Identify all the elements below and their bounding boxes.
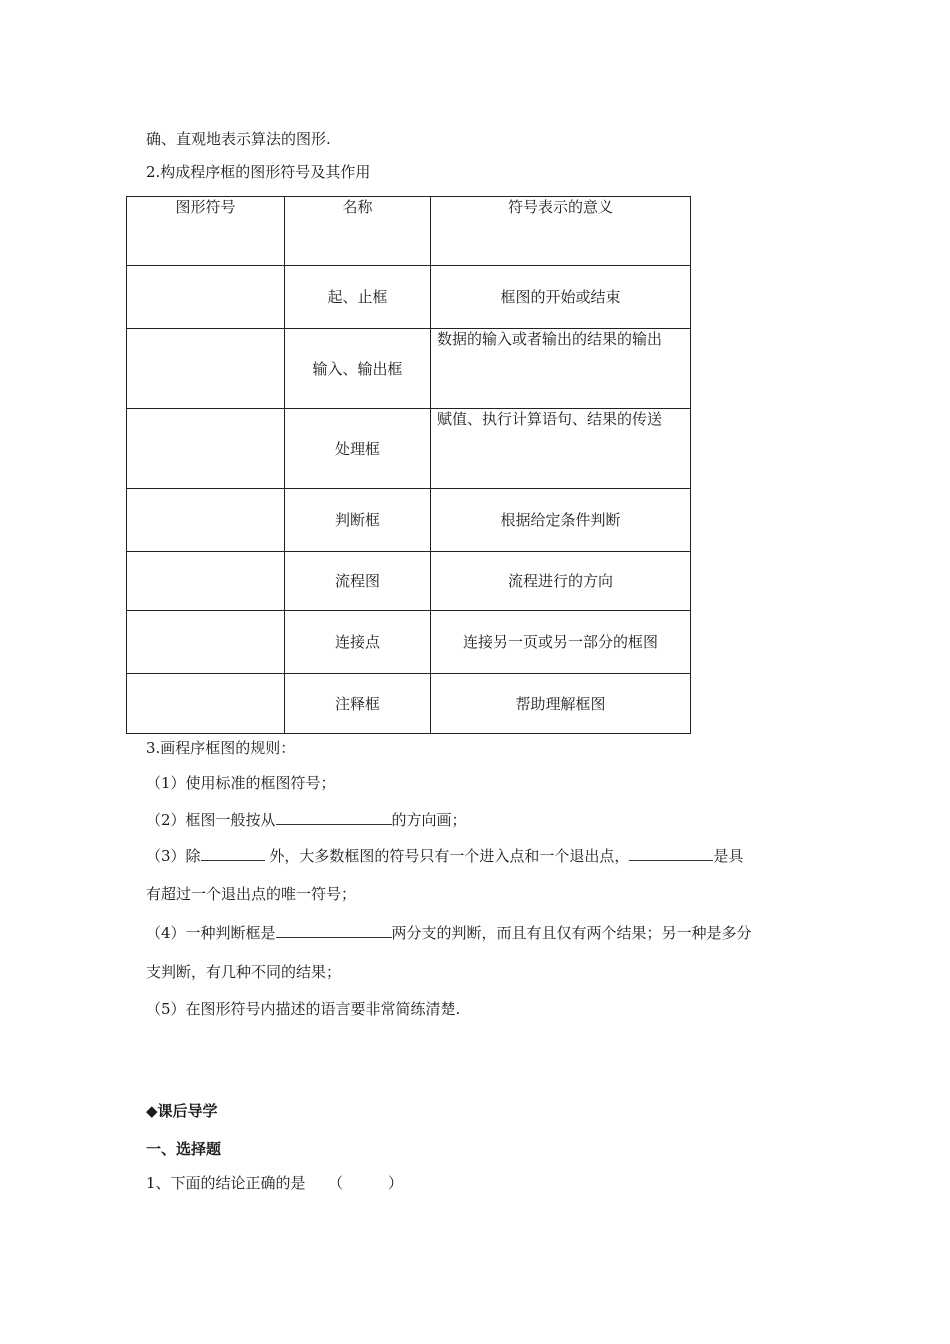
row-meaning: 数据的输入或者输出的结果的输出: [431, 329, 691, 409]
row-meaning: 流程进行的方向: [431, 552, 691, 611]
table-row: [127, 489, 691, 552]
rule-3-continued: 有超过一个退出点的唯一符号；: [146, 885, 357, 903]
rule-5: （5）在图形符号内描述的语言要非常简练清楚.: [146, 1000, 461, 1018]
section-2-title: 2.构成程序框的图形符号及其作用: [146, 163, 371, 181]
part-1-title: 一、选择题: [146, 1140, 222, 1158]
symbol-cell: [127, 674, 285, 734]
rule-2: [146, 810, 467, 830]
row-name: 输入、输出框: [285, 329, 431, 409]
rule-3: [146, 846, 743, 866]
after-class-heading: ◆课后导学: [146, 1102, 218, 1120]
rule-4: [146, 923, 752, 943]
symbol-cell: [127, 611, 285, 674]
fill-blank[interactable]: [201, 846, 265, 861]
symbol-cell: [127, 409, 285, 489]
table-row: [127, 674, 691, 734]
header-symbol: 图形符号: [127, 197, 285, 266]
rule-2-text-a: （2）框图一般按从: [146, 811, 276, 829]
row-meaning: 赋值、执行计算语句、结果的传送: [431, 409, 691, 489]
table-row: [127, 552, 691, 611]
symbol-cell: [127, 266, 285, 329]
intro-tail-text: 确、直观地表示算法的图形.: [146, 130, 331, 148]
rule-4-text-a: （4）一种判断框是: [146, 924, 276, 942]
row-meaning: 根据给定条件判断: [431, 489, 691, 552]
row-name: 处理框: [285, 409, 431, 489]
row-meaning: 连接另一页或另一部分的框图: [431, 611, 691, 674]
symbol-cell: [127, 329, 285, 409]
flowchart-symbols-table: [126, 196, 691, 734]
row-meaning: 帮助理解框图: [431, 674, 691, 734]
fill-blank[interactable]: [276, 923, 392, 938]
table-header-row: [127, 197, 691, 266]
fill-blank[interactable]: [629, 846, 713, 861]
rule-4-continued: 支判断，有几种不同的结果；: [146, 963, 342, 981]
rule-3-text-b: 外，大多数框图的符号只有一个进入点和一个退出点，: [264, 847, 630, 865]
row-name: 流程图: [285, 552, 431, 611]
table-row: [127, 266, 691, 329]
section-3-title: 3.画程序框图的规则：: [146, 739, 296, 757]
row-name: 注释框: [285, 674, 431, 734]
row-meaning: 框图的开始或结束: [431, 266, 691, 329]
row-name: 连接点: [285, 611, 431, 674]
row-name: 判断框: [285, 489, 431, 552]
table-row: [127, 611, 691, 674]
rule-3-text-a: （3）除: [146, 847, 201, 865]
header-name: 名称: [285, 197, 431, 266]
table-row: [127, 409, 691, 489]
rule-4-text-b: 两分支的判断，而且有且仅有两个结果；另一种是多分: [391, 924, 752, 942]
row-name: 起、止框: [285, 266, 431, 329]
fill-blank[interactable]: [276, 810, 392, 825]
symbol-cell: [127, 489, 285, 552]
rule-3-text-c: 是具: [713, 847, 744, 865]
question-1: 1、下面的结论正确的是 （ ）: [146, 1174, 404, 1192]
rule-2-text-b: 的方向画；: [391, 811, 467, 829]
rule-1: （1）使用标准的框图符号；: [146, 774, 336, 792]
table-row: [127, 329, 691, 409]
header-meaning: 符号表示的意义: [431, 197, 691, 266]
symbol-cell: [127, 552, 285, 611]
